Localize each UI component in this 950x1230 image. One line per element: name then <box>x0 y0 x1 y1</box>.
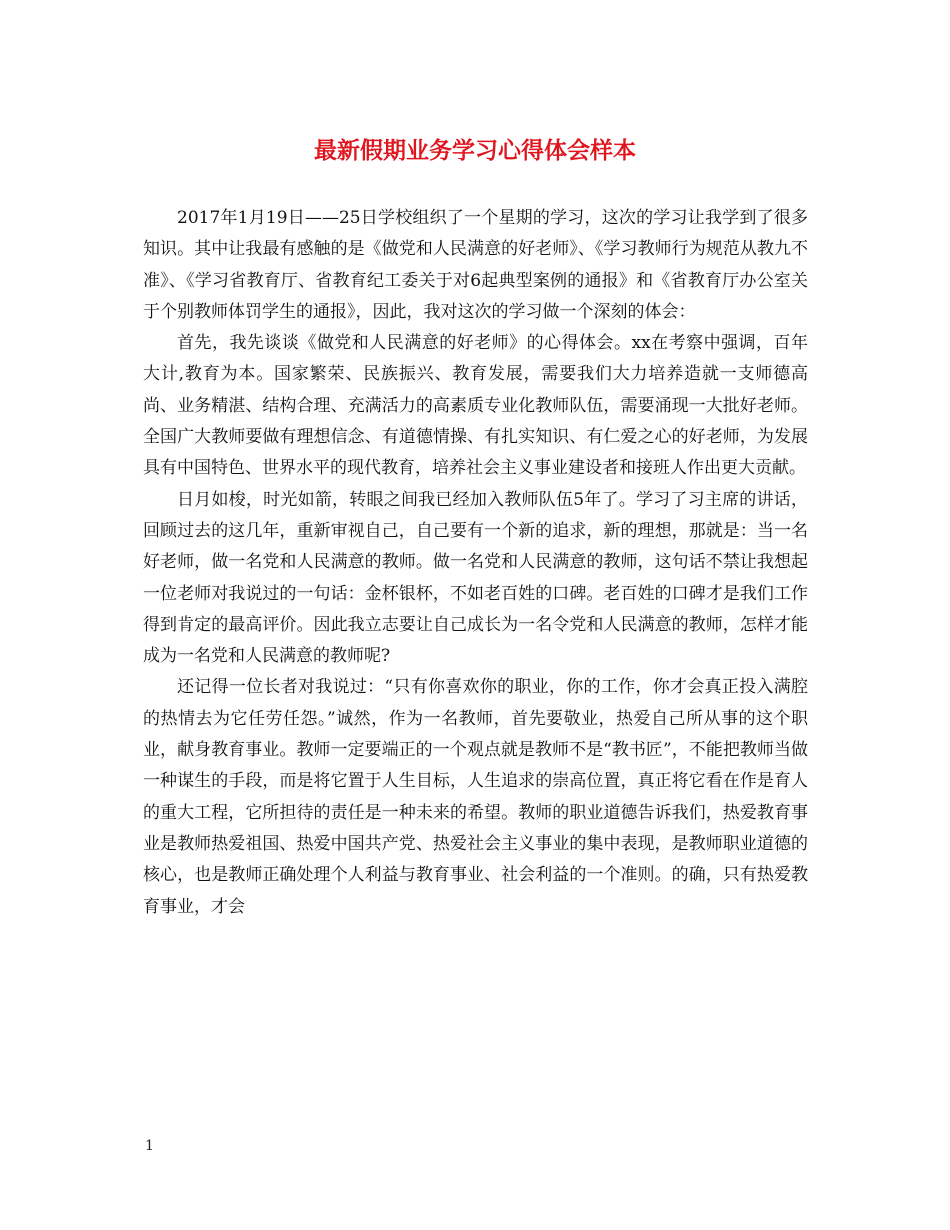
paragraph-3: 日月如梭，时光如箭，转眼之间我已经加入教师队伍5年了。学习了习主席的讲话，回顾过去的这几年，重新审视自己，自己要有一个新的追求，新的理想，那就是：当一名好老师，做一名党和人民满意的教师。做一名党和人民满意的教师，这句话不禁让我想起一位老师对我说过的一句话：金杯银杯，不如老百姓的口碑。老百姓的口碑才是我们工作得到肯定的最高评价。因此我立志要让自己成长为一名令党和人民满意的教师，怎样才能成为一名党和人民满意的教师呢? <box>143 489 808 667</box>
paragraph-2: 首先，我先谈谈《做党和人民满意的好老师》的心得体会。xx在考察中强调，百年大计,教育为本。国家繁荣、民族振兴、教育发展，需要我们大力培养造就一支师德高尚、业务精湛、结构合理、充满活力的高素质专业化教师队伍，需要涌现一大批好老师。全国广大教师要做有理想信念、有道德情操、有扎实知识、有仁爱之心的好老师，为发展具有中国特色、世界水平的现代教育，培养社会主义事业建设者和接班人作出更大贡献。 <box>143 333 808 479</box>
paragraph-4: 还记得一位长者对我说过：“只有你喜欢你的职业，你的工作，你才会真正投入满腔的热情去为它任劳任怨。”诚然，作为一名教师，首先要敬业，热爱自己所从事的这个职业，献身教育事业。教师一定要端正的一个观点就是教师不是“教书匠”，不能把教师当做一种谋生的手段，而是将它置于人生目标，人生追求的崇高位置，真正将它看在作是育人的重大工程，它所担待的责任是一种未来的希望。教师的职业道德告诉我们，热爱教育事业是教师热爱祖国、热爱中国共产党、热爱社会主义事业的集中表现，是教师职业道德的核心，也是教师正确处理个人利益与教育事业、社会利益的一个准则。的确，只有热爱教育事业，才会 <box>143 677 808 917</box>
document-body <box>143 203 808 923</box>
page-number: 1 <box>145 1138 154 1154</box>
paragraph-1: 2017年1月19日——25日学校组织了一个星期的学习，这次的学习让我学到了很多知识。其中让我最有感触的是《做党和人民满意的好老师》、《学习教师行为规范从教九不准》、《学习省教育厅、省教育纪工委关于对6起典型案例的通报》和《省教育厅办公室关于个别教师体罚学生的通报》，因此，我对这次的学习做一个深刻的体会： <box>143 208 808 322</box>
document-title: 最新假期业务学习心得体会样本 <box>314 137 636 164</box>
